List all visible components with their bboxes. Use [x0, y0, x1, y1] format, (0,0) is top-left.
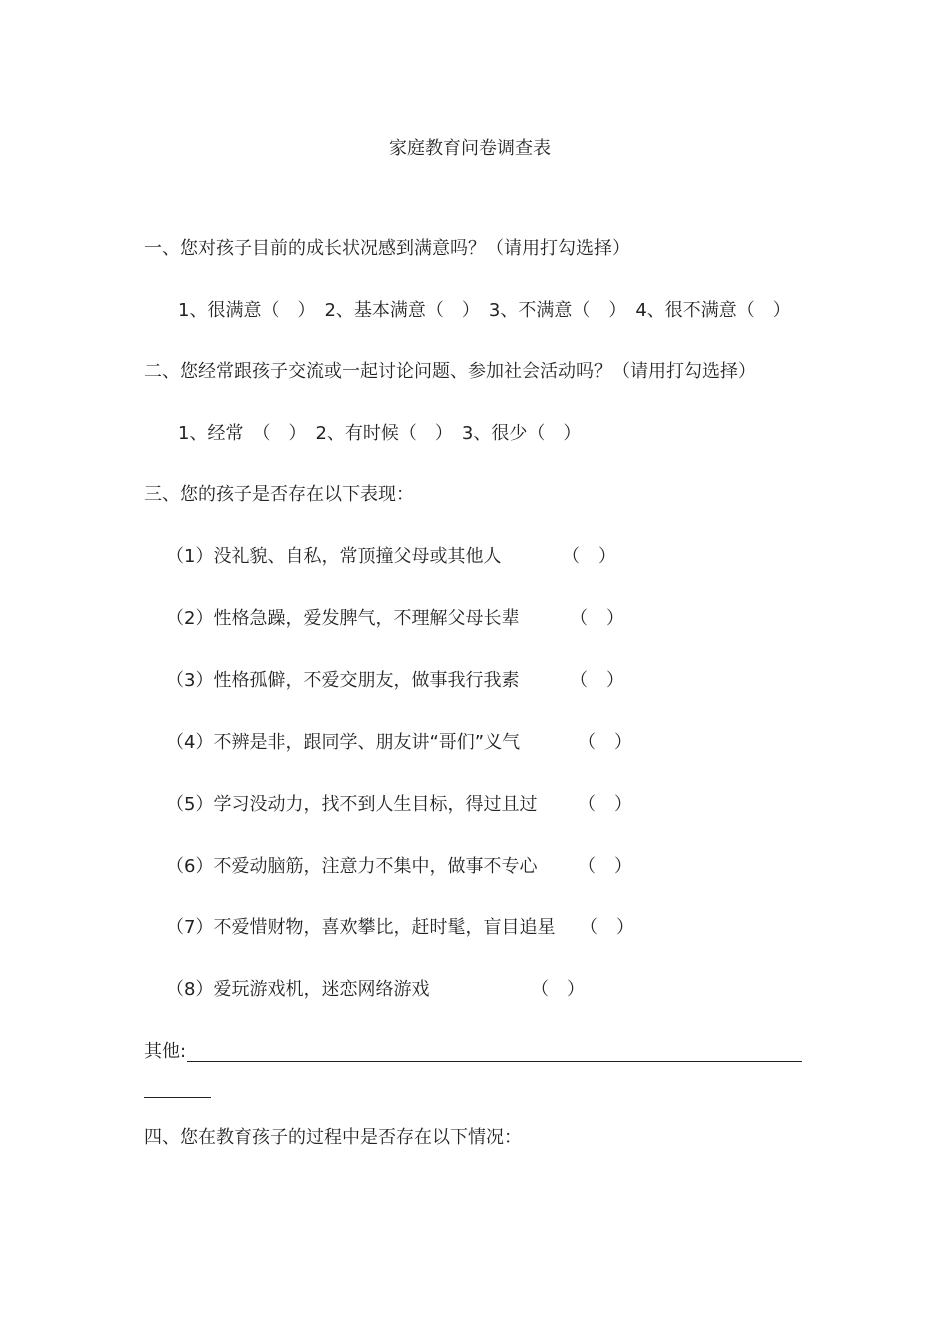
page-title: 家庭教育问卷调查表	[389, 138, 551, 159]
question-1-text: 一、您对孩子目前的成长状况感到满意吗？（请用打勾选择）	[144, 238, 630, 259]
question-1-options[interactable]: 1、很满意（ ） 2、基本满意（ ） 3、不满意（ ） 4、很不满意（ ）	[178, 300, 791, 321]
checkbox-item-5[interactable]: （ ）	[578, 794, 632, 815]
checkbox-item-3[interactable]: （ ）	[570, 670, 624, 691]
question-2-text: 二、您经常跟孩子交流或一起讨论问题、参加社会活动吗？（请用打勾选择）	[144, 361, 756, 382]
checkbox-item-6[interactable]: （ ）	[578, 856, 632, 877]
behavior-item-3: （3）性格孤僻，不爱交朋友，做事我行我素	[166, 670, 520, 691]
other-label: 其他:	[144, 1041, 187, 1062]
checkbox-item-1[interactable]: （ ）	[562, 546, 616, 567]
behavior-item-1: （1）没礼貌、自私，常顶撞父母或其他人	[166, 546, 502, 567]
behavior-item-8: （8）爱玩游戏机，迷恋网络游戏	[166, 979, 430, 1000]
behavior-item-2: （2）性格急躁，爱发脾气，不理解父母长辈	[166, 608, 520, 629]
checkbox-item-4[interactable]: （ ）	[578, 732, 632, 753]
checkbox-item-8[interactable]: （ ）	[531, 979, 585, 1000]
other-answer-line[interactable]	[187, 1061, 802, 1062]
question-2-options[interactable]: 1、经常 （ ） 2、有时候（ ） 3、很少（ ）	[178, 423, 582, 444]
checkbox-item-7[interactable]: （ ）	[580, 917, 634, 938]
behavior-item-7: （7）不爱惜财物，喜欢攀比，赶时髦，盲目追星	[166, 917, 556, 938]
question-3-text: 三、您的孩子是否存在以下表现：	[144, 484, 414, 505]
behavior-item-5: （5）学习没动力，找不到人生目标，得过且过	[166, 794, 538, 815]
other-answer-line-continued[interactable]	[144, 1097, 211, 1098]
behavior-item-6: （6）不爱动脑筋，注意力不集中，做事不专心	[166, 856, 538, 877]
behavior-item-4: （4）不辨是非，跟同学、朋友讲“哥们”义气	[166, 732, 521, 753]
checkbox-item-2[interactable]: （ ）	[570, 608, 624, 629]
question-4-text: 四、您在教育孩子的过程中是否存在以下情况：	[144, 1127, 522, 1148]
